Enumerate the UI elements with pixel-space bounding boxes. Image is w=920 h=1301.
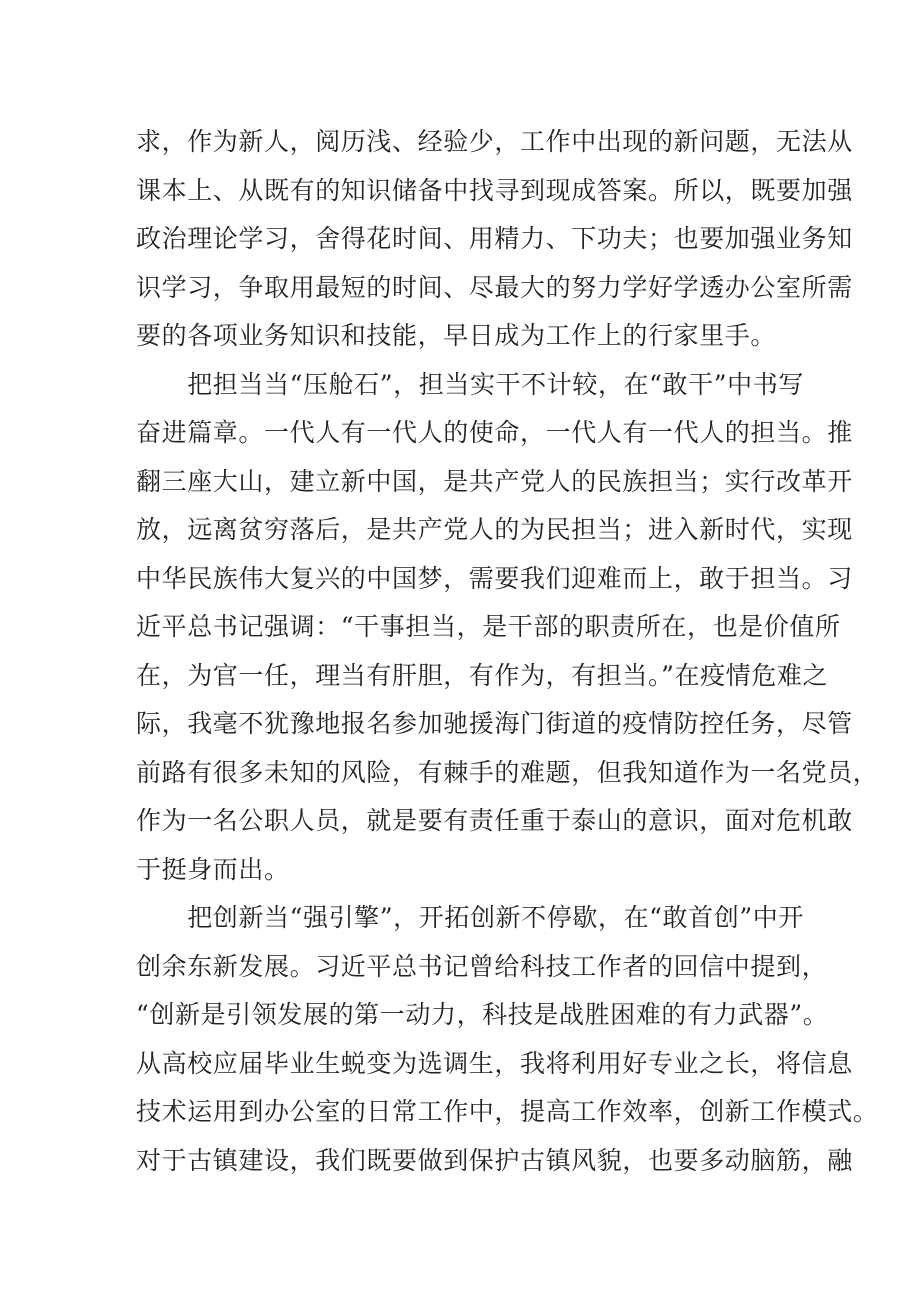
text-line: 要的各项业务知识和技能，早日成为工作上的行家里手。	[136, 321, 777, 350]
text-line: 识学习，争取用最短的时间、尽最大的努力学好学透办公室所需	[136, 272, 853, 302]
text-line: 课本上、从既有的知识储备中找寻到现成答案。所以，既要加强	[136, 175, 853, 205]
paragraph-1	[136, 118, 853, 361]
text-line: 创余东新发展。习近平总书记曾给科技工作者的回信中提到，	[136, 951, 828, 981]
text-line: 政治理论学习，舍得花时间、用精力、下功夫；也要加强业务知	[136, 224, 853, 253]
paragraph-2	[136, 361, 879, 895]
text-line: 近平总书记强调：“干事担当，是干部的职责所在，也是价值所	[136, 612, 841, 641]
text-line: 奋进篇章。一代人有一代人的使命，一代人有一代人的担当。推	[136, 418, 853, 447]
text-line: 翻三座大山，建立新中国，是共产党人的民族担当；实行改革开	[136, 466, 853, 496]
text-line: 对于古镇建设，我们既要做到保护古镇风貌，也要多动脑筋，融	[136, 1145, 853, 1175]
text-line: 中华民族伟大复兴的中国梦，需要我们迎难而上，敢于担当。习	[136, 563, 853, 593]
document-body	[136, 118, 879, 1185]
text-line: “创新是引领发展的第一动力，科技是战胜困难的有力武器”。	[136, 1000, 829, 1029]
text-line: 际，我毫不犹豫地报名参加驰援海门街道的疫情防控任务，尽管	[136, 709, 853, 738]
text-line: 从高校应届毕业生蜕变为选调生，我将利用好专业之长，将信息	[136, 1048, 853, 1078]
text-line: 前路有很多未知的风险，有棘手的难题，但我知道作为一名党员，	[136, 757, 879, 787]
text-line: 作为一名公职人员，就是要有责任重于泰山的意识，面对危机敢	[136, 806, 853, 835]
text-line: 技术运用到办公室的日常工作中，提高工作效率，创新工作模式。	[136, 1097, 879, 1126]
paragraph-3	[136, 894, 879, 1185]
text-line: 把担当当“压舱石”，担当实干不计较，在“敢干”中书写	[136, 369, 804, 399]
text-line: 求，作为新人，阅历浅、经验少，工作中出现的新问题，无法从	[136, 127, 853, 156]
text-line: 于挺身而出。	[136, 854, 290, 884]
text-line: 把创新当“强引擎”，开拓创新不停歇，在“敢首创”中开	[136, 903, 804, 932]
text-line: 在，为官一任，理当有肝胆，有作为，有担当。”在疫情危难之	[136, 660, 829, 690]
text-line: 放，远离贫穷落后，是共产党人的为民担当；进入新时代，实现	[136, 515, 853, 544]
